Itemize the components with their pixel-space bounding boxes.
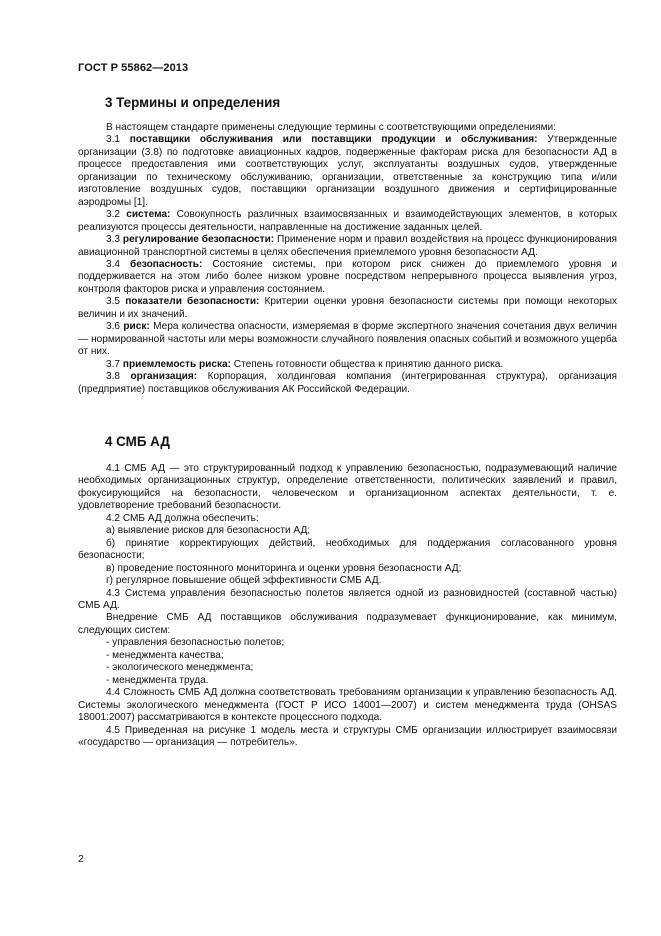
term-definition: Мера количества опасности, измеряемая в форме экспертного значения сочетания двух величин — нормированной частоты или меры возможности случайного появления опасных событий и возможного ущерба от них. (78, 321, 617, 358)
list-item-quality: - менеджмента качества; (106, 649, 224, 661)
section-4-body (78, 463, 617, 749)
term-3-5 (78, 296, 617, 321)
list-item-g: г) регулярное повышение общей эффективности СМБ АД. (106, 575, 382, 587)
term-number: 3.6 (106, 321, 121, 333)
term-number: 3.3 (106, 234, 121, 246)
term-title: безопасность: (130, 258, 203, 270)
paragraph-4-5: 4.5 Приведенная на рисунке 1 модель места и структуры СМБ организации иллюстрирует взаимосвязи «государство — организация — потребитель». (78, 724, 617, 748)
term-3-8 (78, 371, 617, 396)
section-3-heading: 3 Термины и определения (105, 95, 281, 110)
paragraph-implementation: Внедрение СМБ АД поставщиков обслуживания подразумевает функционирование, как минимум, следующих систем: (78, 612, 617, 636)
term-definition: Критерии оценки уровня безопасности системы при помощи некоторых величин и их значений. (78, 296, 617, 320)
standard-header: ГОСТ Р 55862—2013 (78, 62, 189, 74)
term-3-3 (78, 234, 617, 259)
term-definition: Состояние системы, при котором риск снижен до приемлемого уровня и поддерживается на этом либо более низком уровне посредством непрерывного процесса выявления угроз, контроля факторов риска и управления состоянием. (78, 258, 617, 295)
term-title: поставщики обслуживания или поставщики продукции и обслуживания: (129, 134, 538, 146)
term-title: показатели безопасности: (125, 296, 260, 308)
term-number: 3.7 (106, 358, 121, 370)
page-number: 2 (78, 853, 84, 865)
list-item-labor: - менеджмента труда. (106, 674, 209, 686)
term-3-4 (78, 259, 617, 296)
list-item-ecology: - экологического менеджмента; (106, 662, 254, 674)
paragraph-4-4: 4.4 Сложность СМБ АД должна соответствовать требованиям организации к управлению безопасность АД. Системы экологического менеджмента (ГОСТ Р ИСО 14001—2007) и систем менеджмента труда (OHSAS 18001:2007) рассматриваются в контексте процессного подхода. (78, 687, 617, 724)
section-3-body (78, 122, 617, 396)
term-number: 3.1 (106, 134, 121, 146)
term-title: система: (126, 209, 171, 221)
list-item-v: в) проведение постоянного мониторинга и оценки уровня безопасности АД; (106, 562, 462, 574)
list-item-safety: - управления безопасностью полетов; (106, 637, 285, 649)
term-title: регулирование безопасности: (122, 234, 275, 246)
term-3-1 (78, 134, 617, 209)
term-3-2 (78, 209, 617, 234)
term-number: 3.2 (106, 209, 121, 221)
term-3-6 (78, 321, 617, 358)
section-3-intro: В настоящем стандарте применены следующие термины с соответствующими определениями: (106, 122, 556, 133)
term-3-7 (78, 359, 617, 371)
list-item-a: а) выявление рисков для безопасности АД; (106, 525, 311, 537)
paragraph-4-3: 4.3 Система управления безопасностью полетов является одной из разновидностей (составной частью) СМБ АД. (78, 587, 617, 611)
term-number: 3.4 (106, 258, 121, 270)
list-item-b: б) принятие корректирующих действий, необходимых для поддержания согласованного уровня безопасности; (78, 537, 617, 562)
term-definition: Утвержденные организации (3.8) по подготовке авиационных кадров, подверженные факторам риска для безопасности АД в процессе предоставления ими соответствующих услуг, эксплуатанты воздушных судов, утвержденные организации по техническому обслуживанию, организации, ответственные за конструкцию типа и/или изготовление воздушных судов, поставщики организации воздушного движения и сертифицированные аэродромы [1]. (78, 134, 618, 208)
term-definition: Применение норм и правил воздействия на процесс функционирования авиационной транспортной системы в целях обеспечения приемлемого уровня безопасности АД. (78, 234, 617, 258)
term-number: 3.5 (106, 296, 121, 308)
term-definition: Совокупность различных взаимосвязанных и взаимодействующих элементов, в которых реализуются процессы деятельности, направленные на достижение заданных целей. (78, 209, 618, 233)
term-number: 3.8 (106, 371, 121, 383)
term-title: риск: (123, 321, 150, 333)
paragraph-4-1: 4.1 СМБ АД — это структурированный подход к управлению безопасностью, подразумевающий наличие необходимых организационных структур, определение ответственности, политических заявлений и правил, фокусирующийся на безопасности, человеческом и организационном аспектах деятельности, т. е. удовлетворение требований безопасности. (78, 463, 617, 512)
term-definition: Корпорация, холдинговая компания (интегрированная структура), организация (предприятие) поставщиков обслуживания АК Российской Федерации. (78, 371, 617, 395)
paragraph-4-2: 4.2 СМБ АД должна обеспечить: (106, 512, 259, 524)
term-title: приемлемость риска: (122, 358, 231, 370)
term-definition: Степень готовности общества к принятию данного риска. (233, 358, 504, 370)
term-title: организация: (130, 371, 198, 383)
section-4-heading: 4 СМБ АД (105, 434, 170, 449)
